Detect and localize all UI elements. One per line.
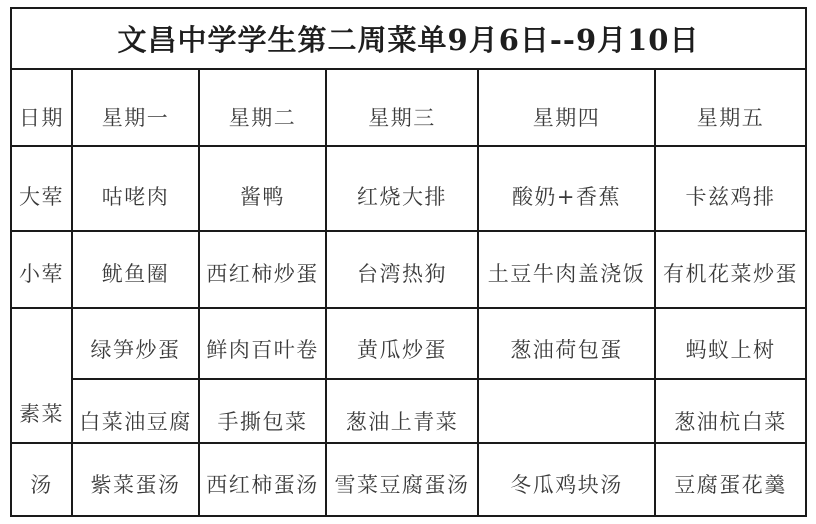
- menu-cell: 红烧大排: [326, 146, 478, 231]
- menu-cell: 手撕包菜: [199, 379, 326, 443]
- menu-cell: 葱油上青菜: [326, 379, 478, 443]
- menu-cell-empty: [478, 379, 655, 443]
- day-header-monday: 星期一: [72, 69, 199, 146]
- menu-cell: 蚂蚁上树: [655, 308, 806, 379]
- day-header-tuesday: 星期二: [199, 69, 326, 146]
- menu-cell: 紫菜蛋汤: [72, 443, 199, 516]
- day-header-thursday: 星期四: [478, 69, 655, 146]
- menu-cell: 黄瓜炒蛋: [326, 308, 478, 379]
- row-main-meat: [11, 146, 806, 231]
- menu-cell: 鲜肉百叶卷: [199, 308, 326, 379]
- page-title: 文昌中学学生第二周菜单9月6日--9月10日: [11, 8, 806, 69]
- row-soup: [11, 443, 806, 516]
- menu-cell: 卡兹鸡排: [655, 146, 806, 231]
- menu-cell: 台湾热狗: [326, 231, 478, 308]
- row-vegetable-2: [11, 379, 806, 443]
- menu-table: [10, 7, 807, 517]
- day-header-friday: 星期五: [655, 69, 806, 146]
- row-vegetable-1: [11, 308, 806, 379]
- menu-cell: 土豆牛肉盖浇饭: [478, 231, 655, 308]
- menu-cell: 咕咾肉: [72, 146, 199, 231]
- day-header-wednesday: 星期三: [326, 69, 478, 146]
- menu-cell: 酱鸭: [199, 146, 326, 231]
- category-cell: 素菜: [11, 308, 72, 443]
- category-cell: 汤: [11, 443, 72, 516]
- category-cell: 小荤: [11, 231, 72, 308]
- menu-cell: 葱油荷包蛋: [478, 308, 655, 379]
- title-row: [11, 8, 806, 69]
- menu-cell: 白菜油豆腐: [72, 379, 199, 443]
- menu-cell: 豆腐蛋花羹: [655, 443, 806, 516]
- date-label: 日期: [11, 69, 72, 146]
- row-side-meat: [11, 231, 806, 308]
- menu-cell: 冬瓜鸡块汤: [478, 443, 655, 516]
- header-row: [11, 69, 806, 146]
- menu-cell: 西红柿炒蛋: [199, 231, 326, 308]
- category-cell: 大荤: [11, 146, 72, 231]
- menu-cell: 酸奶+香蕉: [478, 146, 655, 231]
- menu-cell: 西红柿蛋汤: [199, 443, 326, 516]
- menu-cell: 绿笋炒蛋: [72, 308, 199, 379]
- menu-cell: 有机花菜炒蛋: [655, 231, 806, 308]
- menu-cell: 雪菜豆腐蛋汤: [326, 443, 478, 516]
- menu-cell: 鱿鱼圈: [72, 231, 199, 308]
- menu-cell: 葱油杭白菜: [655, 379, 806, 443]
